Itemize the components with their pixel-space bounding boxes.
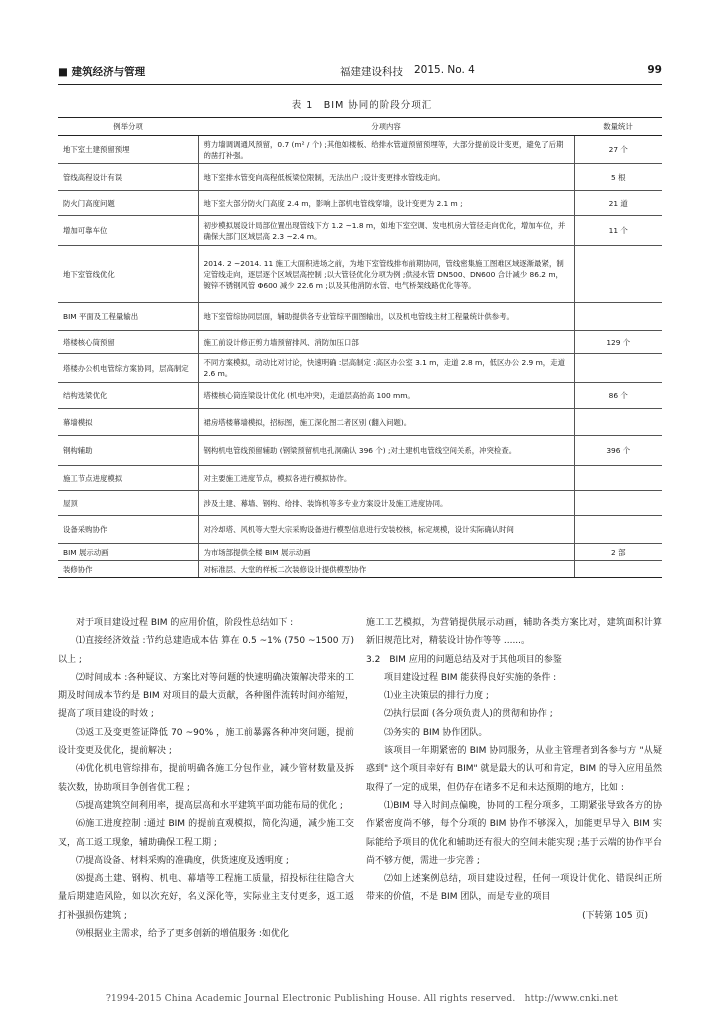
item-cell: 增加可靠车位 <box>58 216 198 246</box>
item-cell: 地下室管线优化 <box>58 246 198 303</box>
paragraph: ⑴业主决策层的排行力度 ; <box>384 691 489 702</box>
table-row <box>58 216 662 246</box>
content-cell: 不同方案模拟，动动比对讨论，快速明确 :层高制定 :高区办公室 3.1 m，走道 2.8 m，低区办公 2.9 m，走道 2.6 m。 <box>198 354 574 383</box>
item-cell: BIM 展示动画 <box>58 544 198 561</box>
paragraph: ⑵时间成本 :各种疑议、方案比对等问题的快速明确决策解决带来的工期及时间成本节约是 BIM 对项目的最大贡献，各种图件流转时间亦缩短，提高了项目建设的时效 ; <box>58 672 354 720</box>
content-cell: 地下室排水管变向高程低板梁位限制，无法出户 ;设计变更排水管线走向。 <box>198 164 574 191</box>
count-cell: 86 个 <box>574 383 662 409</box>
paragraph: ⑸提高建筑空间利用率，提高层高和水平建筑平面功能布局的优化 ; <box>76 800 343 811</box>
paragraph: ⑺提高设备、材料采购的准确度，供货速度及透明度 ; <box>76 855 289 866</box>
content-cell: 对主要施工进度节点，模拟各进行模拟协作。 <box>198 466 574 491</box>
content-cell: 初步模拟展设计局部位置出现管线下方 1.2 ~1.8 m，如地下室空调、发电机房大管径走向优化，增加车位，并确保大部门区域层高 2.3 ~2.4 m。 <box>198 216 574 246</box>
item-cell: 塔楼核心筒预留 <box>58 331 198 354</box>
running-header <box>58 64 662 80</box>
body-column-right <box>366 614 662 925</box>
table-row <box>58 516 662 544</box>
count-cell <box>574 491 662 516</box>
issue-number: 2015. No. 4 <box>414 64 475 76</box>
paragraph: 项目建设过程 BIM 能获得良好实施的条件 : <box>384 672 557 683</box>
paragraph: ⑴直接经济效益 :节约总建造成本估 算在 0.5 ~1% (750 ~1500 万)以上 ; <box>58 636 354 665</box>
table-row <box>58 544 662 561</box>
content-cell: 为市场部提供全楼 BIM 展示动画 <box>198 544 574 561</box>
content-cell: 裙房塔楼幕墙模拟，招标图，施工深化图二者区别 (翻入问题)。 <box>198 409 574 436</box>
count-cell: 11 个 <box>574 216 662 246</box>
table-row <box>58 466 662 491</box>
table-row <box>58 436 662 466</box>
paragraph: ⑼根据业主需求，给予了更多创新的增值服务 :如优化 <box>76 929 289 940</box>
copyright-footer: ?1994-2015 China Academic Journal Electronic Publishing House. All rights reserved. http://www.cnki.net <box>105 994 618 1004</box>
column-header: 数量统计 <box>574 118 662 136</box>
content-cell: 剪力墙调调通风预留，0.7 (m² / 个) ;其他如楼板、给排水管道预留预埋等，大部分提前设计变更，避免了后期的凿打补强。 <box>198 136 574 164</box>
count-cell <box>574 354 662 383</box>
content-cell: 对标准层、大堂的样板二次装修设计提供模型协作 <box>198 561 574 578</box>
table-row <box>58 354 662 383</box>
item-cell: 塔楼办公机电管综方案协同，层高制定 <box>58 354 198 383</box>
content-cell: 对冷却塔、风机等大型大宗采购设备进行模型信息进行安装校核，标定规模，设计实际确认时间 <box>198 516 574 544</box>
table-title: 表 1 BIM 协同的阶段分项汇 <box>291 100 433 111</box>
item-cell: 结构选梁优化 <box>58 383 198 409</box>
column-header: 分项内容 <box>198 118 574 136</box>
count-cell <box>574 561 662 578</box>
table-row <box>58 491 662 516</box>
item-cell: BIM 平面及工程量输出 <box>58 303 198 331</box>
count-cell: 5 根 <box>574 164 662 191</box>
table-row <box>58 136 662 164</box>
paragraph: ⑻提高土建、钢构、机电、幕墙等工程施工质量，招投标往往隐含大量后期建造风险，如以次充好，名义深化等，实际业主支付更多，返工返打补强损伤建筑 ; <box>58 874 354 921</box>
table-row <box>58 164 662 191</box>
item-cell: 屋顶 <box>58 491 198 516</box>
content-cell: 2014. 2 ~2014. 11 施工大面积进场之前，为地下室管线排布前期协同，管线密集施工图难区域逐渐最紧，制定管线走向，逐层逐个区域层高控制 ;以大管径优化分项为例 ;供浸水管 DN500、DN600 合计减少 86.2 m，镀锌不锈钢风管 Φ600 减少 22.6 m ;以及其他消防水管、电气桥架线路优化等等。 <box>198 246 574 303</box>
count-cell <box>574 466 662 491</box>
count-cell: 396 个 <box>574 436 662 466</box>
column-header: 例举分项 <box>58 118 198 136</box>
paragraph: ⑶务实的 BIM 协作团队。 <box>384 727 488 738</box>
paragraph: ⑵执行层面 (各分项负责人)的贯彻和协作 ; <box>384 709 553 720</box>
content-cell: 施工前设计修正剪力墙预留排风、消防加压口部 <box>198 331 574 354</box>
table-row <box>58 331 662 354</box>
header-rule <box>58 84 662 85</box>
content-cell: 钢构机电管线预留辅助 (钢梁预留机电孔洞确认 396 个) ;对土建机电管线空间关系，冲突检查。 <box>198 436 574 466</box>
item-cell: 施工节点进度模拟 <box>58 466 198 491</box>
body-column-left <box>58 614 354 943</box>
table-header-row <box>58 118 662 136</box>
count-cell: 129 个 <box>574 331 662 354</box>
paragraph: ⑵如上述案例总结，项目建设过程，任何一项设计优化、错误纠正所带来的价值，不是 BIM 团队，而是专业的项目 <box>366 874 662 903</box>
paragraph: ⑶返工及变更签证降低 70 ~90% ，施工前暴露各种冲突问题，提前设计变更及优化，提前解决 ; <box>58 727 354 757</box>
count-cell <box>574 516 662 544</box>
paragraph: 施工工艺模拟，为营销提供展示动画，辅助各类方案比对，建筑面积计算新旧规范比对，精装设计协作等等 ......。 <box>366 618 662 647</box>
table-row <box>58 246 662 303</box>
table-row <box>58 409 662 436</box>
table-row <box>58 303 662 331</box>
item-cell: 管线高程设计有误 <box>58 164 198 191</box>
content-cell: 涉及土建、幕墙、钢构、给排、装饰机等多专业方案设计及施工进度协同。 <box>198 491 574 516</box>
table-row <box>58 561 662 578</box>
item-cell: 设备采购协作 <box>58 516 198 544</box>
content-cell: 地下室管综协同层面，辅助提供各专业管综平面图输出，以及机电管线主材工程量统计供参考。 <box>198 303 574 331</box>
continuation-note: (下转第 105 页) <box>582 910 648 921</box>
count-cell: 27 个 <box>574 136 662 164</box>
content-cell: 塔楼核心筒连梁设计优化 (机电冲突)，走道层高抬高 100 mm。 <box>198 383 574 409</box>
item-cell: 防火门高度问题 <box>58 191 198 216</box>
count-cell: 2 部 <box>574 544 662 561</box>
table-row <box>58 191 662 216</box>
item-cell: 钢构辅助 <box>58 436 198 466</box>
item-cell: 幕墙模拟 <box>58 409 198 436</box>
section-heading: 3.2 BIM 应用的问题总结及对于其他项目的参鉴 <box>366 654 562 665</box>
paragraph: 该项目一年期紧密的 BIM 协同服务，从业主管理者到各参与方 "从疑惑到" 这个项目幸好有 BIM" 就是最大的认可和肯定，BIM 的导入应用虽然取得了一定的成果，但仍存在诸多不足和未达预期的地方，比如 : <box>366 746 662 793</box>
journal-name: 福建建设科技 <box>340 66 403 78</box>
paragraph: ⑷优化机电管综排布，提前明确各施工分包作业，减少管材数量及拆装次数，协助项目争创省优工程 ; <box>58 764 354 793</box>
paragraph: 对于项目建设过程 BIM 的应用价值，阶段性总结如下 : <box>76 618 294 628</box>
section-label: ■ 建筑经济与管理 <box>58 66 146 78</box>
bim-phase-table <box>58 117 662 578</box>
content-cell: 地下室大部分防火门高度 2.4 m，影响上部机电管线穿墙，设计变更为 2.1 m ; <box>198 191 574 216</box>
item-cell: 地下室土建预留预埋 <box>58 136 198 164</box>
paragraph: ⑴BIM 导入时间点偏晚，协同的工程分项多，工期紧张导致各方的协作紧密度尚不够，每个分项的 BIM 协作不够深入，加能更早导入 BIM 实际能给予项目的优化和辅助还有很大的空间未能实现 ;基于云端的协作平台尚不够方便，需进一步完善 ; <box>366 800 662 866</box>
count-cell: 21 道 <box>574 191 662 216</box>
page-number: 99 <box>647 64 662 76</box>
table-row <box>58 383 662 409</box>
item-cell: 装修协作 <box>58 561 198 578</box>
paragraph: ⑹施工进度控制 :通过 BIM 的提前直观模拟，简化沟通，减少施工交叉，高工返工现象，辅助确保工程工期 ; <box>58 819 354 848</box>
count-cell <box>574 409 662 436</box>
count-cell <box>574 303 662 331</box>
count-cell <box>574 246 662 303</box>
